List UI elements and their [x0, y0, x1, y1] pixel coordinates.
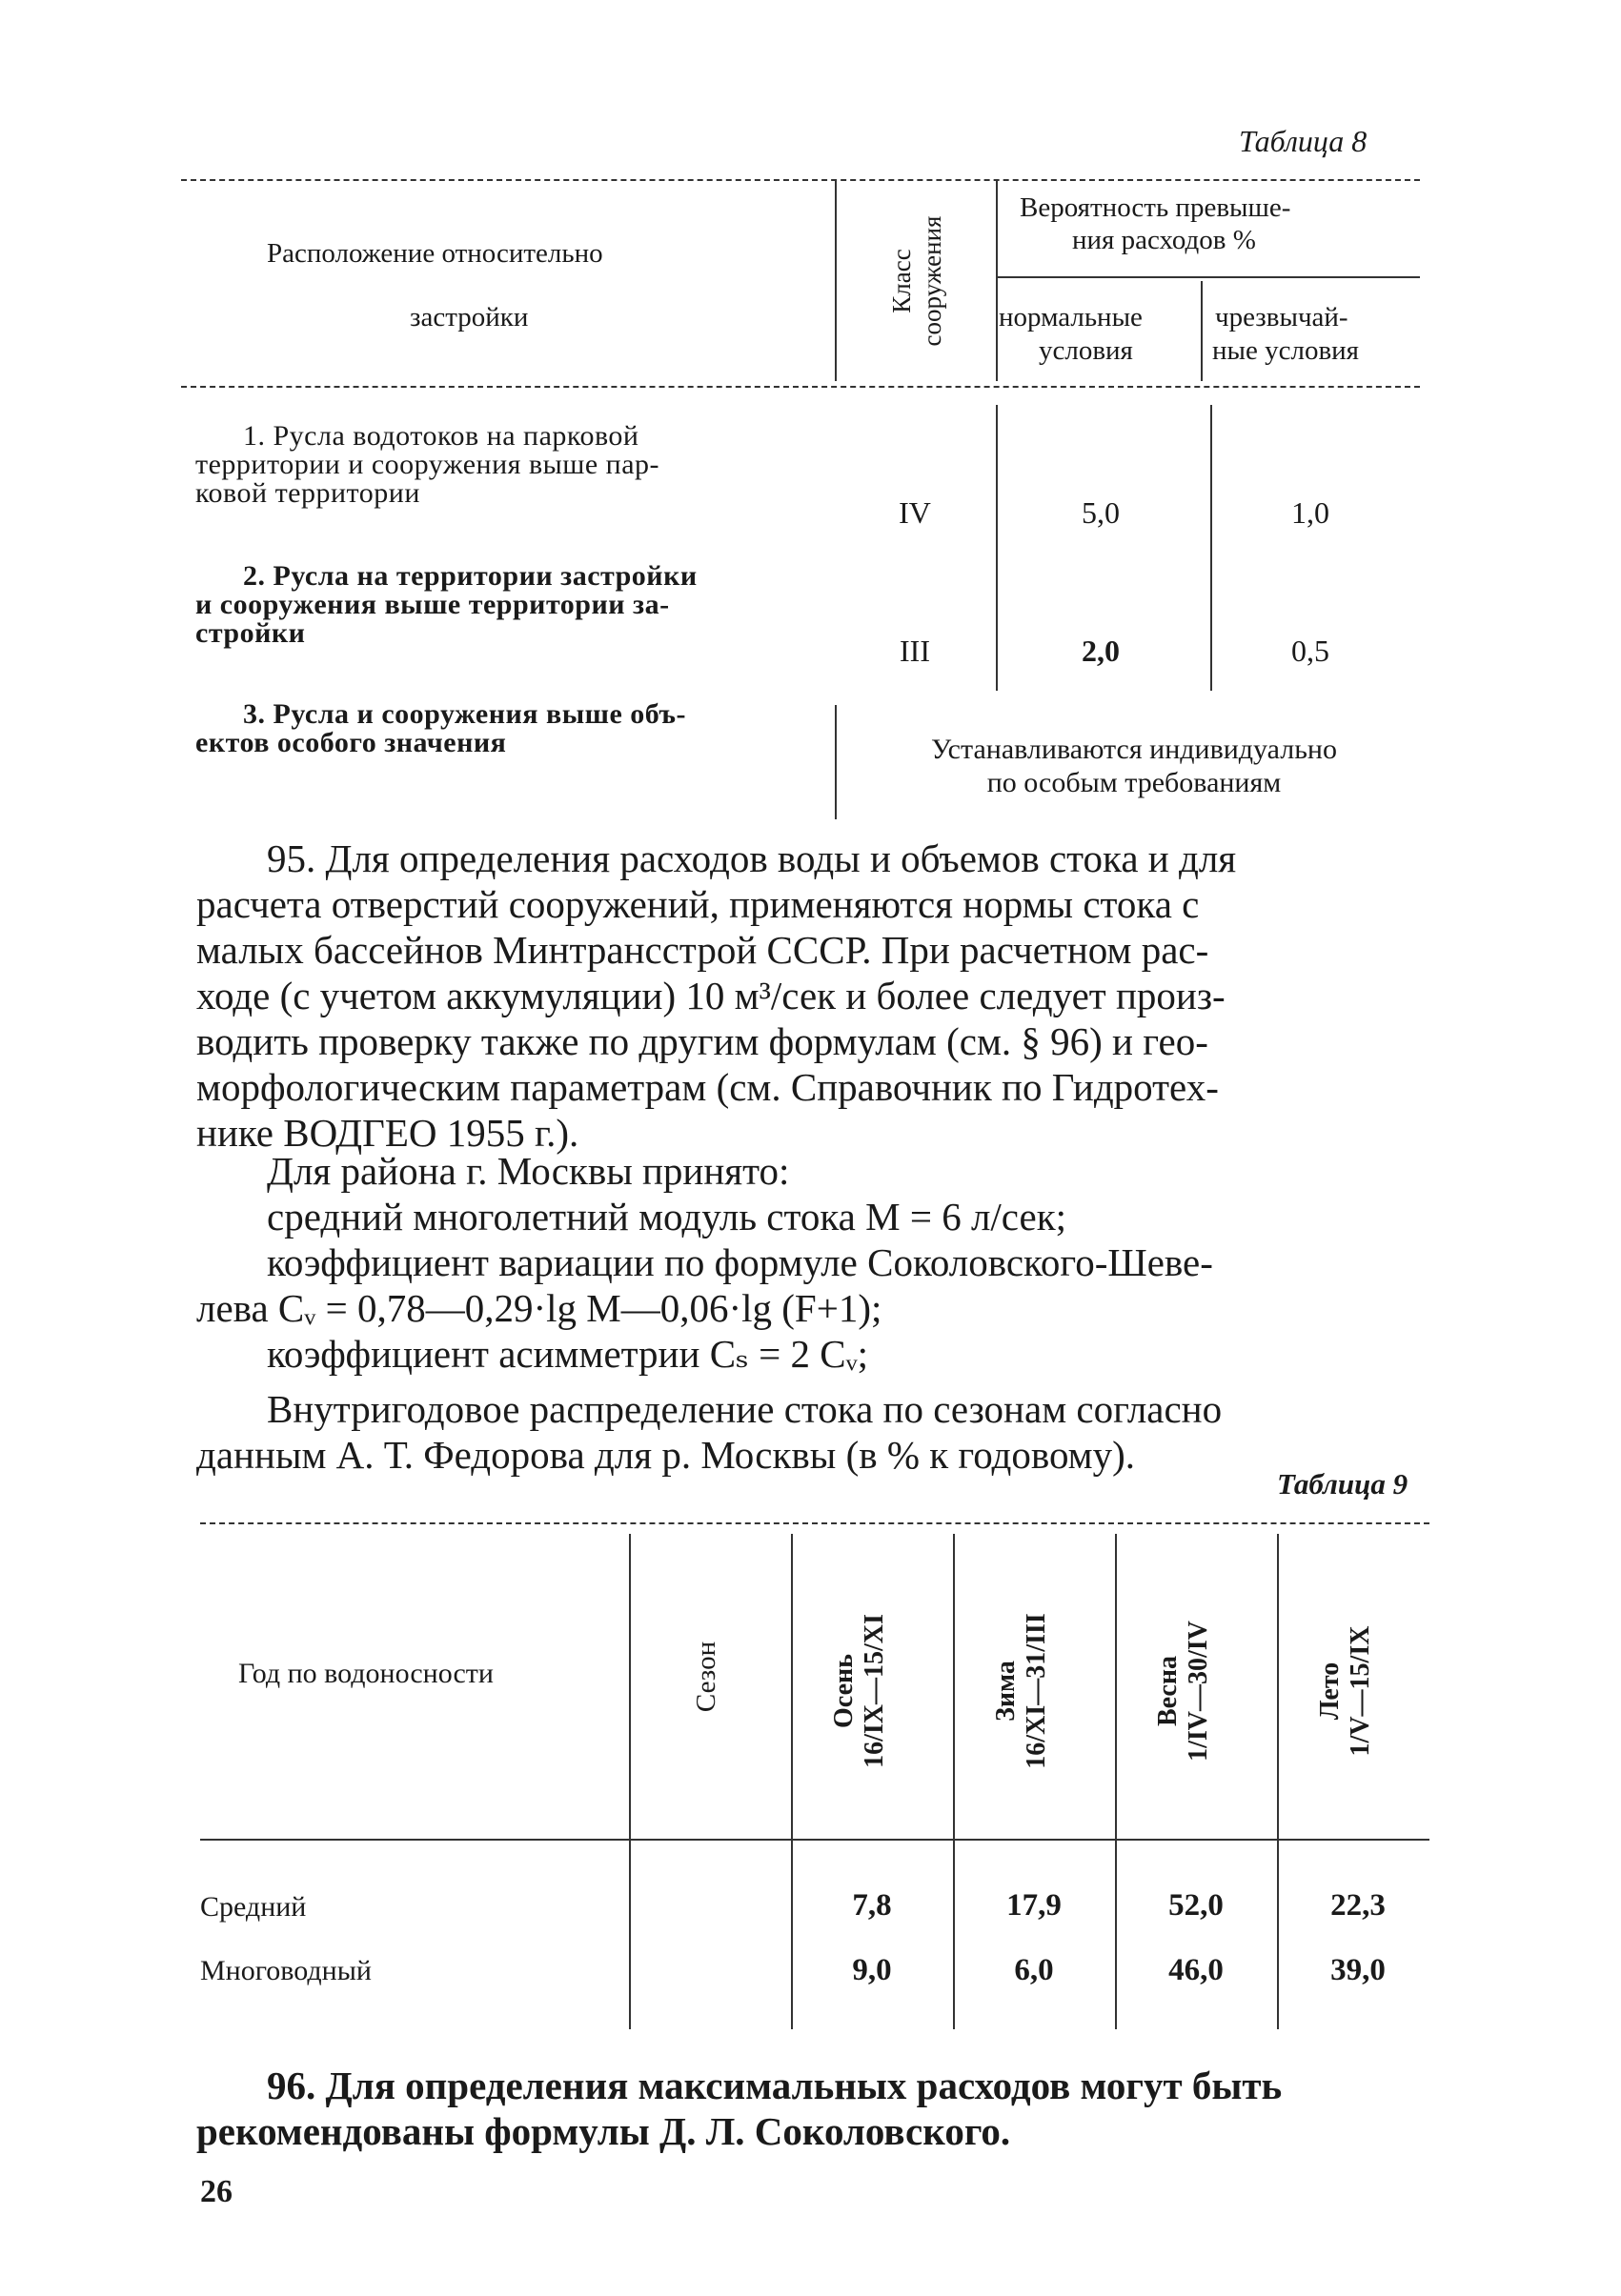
- table9-vline-3: [953, 1534, 955, 2029]
- row2-extreme: 0,5: [1291, 634, 1329, 668]
- moscow-item-3: коэффициент асимметрии Cₛ = 2 Cᵥ;: [267, 1332, 869, 1376]
- paragraph-96: 96. Для определения максимальных расходов могут быть рекомендованы формулы Д. Л. Соколовского.: [196, 2064, 1283, 2153]
- row-average-autumn: 7,8: [852, 1888, 892, 1923]
- table9-top-rule: [200, 1522, 1429, 1524]
- season-header: Сезон: [691, 1641, 721, 1713]
- paragraph-95: 95. Для определения расходов воды и объемов стока и для расчета отверстий сооружений, применяются нормы стока с малых бассейнов Минтрансстрой СССР. При расчетном рас- ходе (с учетом аккумуляции) 10 м³/сек и более следует произ- водить проверку также по другим формулам (см. § 96) и гео- морфологическим параметрам (см. Справочник по Гидротех- нике ВОДГЕО 1955 г.).: [196, 836, 1237, 1155]
- row-average-winter: 17,9: [1006, 1888, 1062, 1923]
- table9-caption: Таблица 9: [1277, 1467, 1408, 1500]
- year-header: Год по водоносности: [238, 1658, 494, 1689]
- row3-text: 3. Русла и сооружения выше объ- ектов особого значения: [195, 698, 687, 758]
- table8-vline-4: [835, 705, 837, 819]
- table8-vline-3: [1201, 281, 1203, 381]
- spring-header: Весна 1/IV—30/IV: [1153, 1621, 1213, 1762]
- table9-vline-4: [1115, 1534, 1117, 2029]
- normal-header-line2: условия: [1039, 335, 1133, 366]
- page-number: 26: [200, 2174, 233, 2209]
- table8-vline-6: [1210, 405, 1212, 691]
- moscow-section: [196, 1148, 1431, 1478]
- location-header-line2: застройки: [410, 302, 529, 332]
- table9-vline-1: [629, 1534, 631, 2029]
- probability-header-line2: ния расходов %: [1072, 225, 1256, 255]
- class-header: Класс сооружения: [887, 215, 946, 347]
- table8-top-rule: [181, 179, 1420, 181]
- row1-normal: 5,0: [1082, 495, 1120, 530]
- table8-vline-2: [996, 181, 998, 381]
- row-average-label: Средний: [200, 1891, 307, 1923]
- row2-text: 2. Русла на территории застройки и сооружения выше территории за- стройки: [195, 560, 698, 649]
- table9: [200, 1515, 1439, 2039]
- row-high-water-winter: 6,0: [1014, 1953, 1054, 1987]
- row-average-summer: 22,3: [1330, 1888, 1386, 1923]
- location-header-line1: Расположение относительно: [267, 238, 603, 269]
- row1-class: IV: [899, 495, 931, 530]
- moscow-item-2b: лева Cᵥ = 0,78—0,29·lg M—0,06·lg (F+1);: [196, 1286, 882, 1330]
- winter-header: Зима 16/XI—31/III: [991, 1613, 1051, 1769]
- distribution-line-1: Внутригодовое распределение стока по сезонам согласно: [267, 1387, 1223, 1431]
- row-high-water-autumn: 9,0: [852, 1953, 892, 1987]
- table8-vline-1: [835, 181, 837, 381]
- extreme-header-line1: чрезвычай-: [1215, 302, 1348, 332]
- row-average-spring: 52,0: [1168, 1888, 1224, 1923]
- row1-extreme: 1,0: [1291, 495, 1329, 530]
- table9-header-rule: [200, 1839, 1429, 1841]
- autumn-header: Осень 16/IX—15/XI: [829, 1614, 889, 1768]
- probability-header-line1: Вероятность превыше-: [1020, 192, 1291, 223]
- row2-class: III: [900, 634, 930, 668]
- row-high-water-label: Многоводный: [200, 1955, 372, 1986]
- table8-subheader-rule: [996, 276, 1420, 278]
- distribution-line-2: данным А. Т. Федорова для р. Москвы (в % к годовому).: [196, 1433, 1136, 1477]
- extreme-header-line2: ные условия: [1212, 335, 1360, 366]
- row1-text: 1. Русла водотоков на парковой территории и сооружения выше пар- ковой территории: [195, 420, 660, 509]
- table9-vline-5: [1277, 1534, 1279, 2029]
- row2-normal: 2,0: [1082, 634, 1120, 668]
- row-high-water-summer: 39,0: [1330, 1953, 1386, 1987]
- table9-vline-2: [791, 1534, 793, 2029]
- table8: [181, 171, 1420, 819]
- table8-vline-5: [996, 405, 998, 691]
- moscow-intro: Для района г. Москвы принято:: [267, 1149, 790, 1193]
- moscow-item-1: средний многолетний модуль стока M = 6 л/сек;: [267, 1195, 1067, 1239]
- row-high-water-spring: 46,0: [1168, 1953, 1224, 1987]
- table8-header-rule: [181, 386, 1420, 388]
- row3-note-line1: Устанавливаются индивидуально: [931, 734, 1337, 765]
- summer-header: Лето 1/V—15/IX: [1315, 1625, 1375, 1757]
- normal-header-line1: нормальные: [999, 302, 1143, 332]
- table8-caption: Таблица 8: [1239, 124, 1368, 158]
- row3-note-line2: по особым требованиям: [986, 767, 1282, 798]
- moscow-item-2a: коэффициент вариации по формуле Соколовского-Шеве-: [267, 1240, 1213, 1284]
